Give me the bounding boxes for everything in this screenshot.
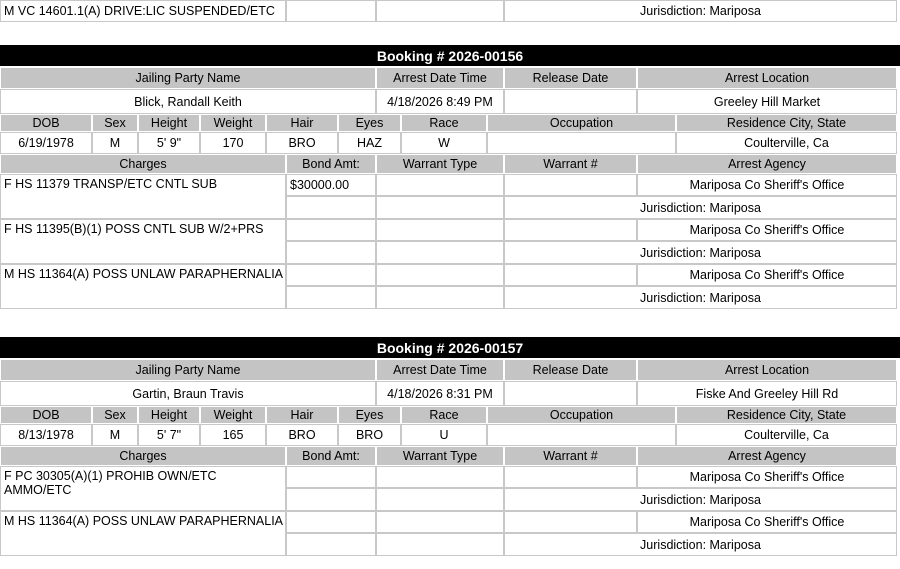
bond-blank [286,533,376,556]
warrant-type-value [376,174,504,196]
warrant-blank [376,488,504,511]
arrest-agency-value: Mariposa Co Sheriff's Office [637,466,897,488]
weight-value: 165 [200,424,266,446]
race-value: W [401,132,487,154]
arrest-agency-header: Arrest Agency [637,154,897,174]
warrant-blank [376,196,504,219]
sex-header: Sex [92,114,138,132]
occupation-header: Occupation [487,114,676,132]
warrant-number-value [504,174,637,196]
hair-value: BRO [266,424,338,446]
bond-amount [286,219,376,241]
arrest-agency-value: Mariposa Co Sheriff's Office [637,511,897,533]
jailing-party-header: Jailing Party Name [0,359,376,381]
warrant-blank [376,533,504,556]
jurisdiction-cell: Jurisdiction: Mariposa [504,0,897,22]
warrant-type-header: Warrant Type [376,154,504,174]
arrest-agency-header: Arrest Agency [637,446,897,466]
jailing-party-name: Blick, Randall Keith [0,89,376,114]
arrest-location-header: Arrest Location [637,359,897,381]
arrest-date-header: Arrest Date Time [376,359,504,381]
warrant-number-header: Warrant # [504,154,637,174]
height-header: Height [138,114,200,132]
charge-description: M HS 11364(A) POSS UNLAW PARAPHERNALIA [0,511,286,556]
weight-value: 170 [200,132,266,154]
occupation-value [487,132,676,154]
arrest-date-value: 4/18/2026 8:49 PM [376,89,504,114]
bond-amount [286,264,376,286]
arrest-location-header: Arrest Location [637,67,897,89]
charge-description: F HS 11395(B)(1) POSS CNTL SUB W/2+PRS [0,219,286,264]
height-header: Height [138,406,200,424]
bond-header: Bond Amt: [286,154,376,174]
release-date-header: Release Date [504,359,637,381]
charge-cell: M VC 14601.1(A) DRIVE:LIC SUSPENDED/ETC [0,0,286,22]
eyes-value: HAZ [338,132,401,154]
warrant-number-value [504,511,637,533]
jurisdiction-value: Jurisdiction: Mariposa [504,488,897,511]
charge-description: M HS 11364(A) POSS UNLAW PARAPHERNALIA [0,264,286,309]
jurisdiction-value: Jurisdiction: Mariposa [504,286,897,309]
arrest-date-value: 4/18/2026 8:31 PM [376,381,504,406]
charges-header: Charges [0,446,286,466]
height-value: 5' 9" [138,132,200,154]
booking-title: Booking # 2026-00157 [0,337,900,358]
arrest-agency-value: Mariposa Co Sheriff's Office [637,264,897,286]
bond-header: Bond Amt: [286,446,376,466]
jailing-party-header: Jailing Party Name [0,67,376,89]
bond-blank [286,286,376,309]
residence-header: Residence City, State [676,114,897,132]
booking-title: Booking # 2026-00156 [0,45,900,66]
arrest-date-header: Arrest Date Time [376,67,504,89]
eyes-header: Eyes [338,406,401,424]
weight-header: Weight [200,406,266,424]
charge-description: F PC 30305(A)(1) PROHIB OWN/ETC AMMO/ETC [0,466,286,511]
warrant-type-value [376,219,504,241]
warrant-type-header: Warrant Type [376,446,504,466]
jurisdiction-value: Jurisdiction: Mariposa [504,241,897,264]
bond-blank [286,241,376,264]
residence-value: Coulterville, Ca [676,424,897,446]
dob-header: DOB [0,406,92,424]
charge-description: F HS 11379 TRANSP/ETC CNTL SUB [0,174,286,219]
warrant-type-value [376,466,504,488]
warrant-blank [376,241,504,264]
arrest-location-value: Greeley Hill Market [637,89,897,114]
residence-header: Residence City, State [676,406,897,424]
jailing-party-name: Gartin, Braun Travis [0,381,376,406]
warrant-type-value [376,264,504,286]
warrant-number-header: Warrant # [504,446,637,466]
sex-value: M [92,424,138,446]
warrant-number-value [504,264,637,286]
release-date-value [504,381,637,406]
height-value: 5' 7" [138,424,200,446]
race-header: Race [401,406,487,424]
dob-value: 8/13/1978 [0,424,92,446]
hair-header: Hair [266,114,338,132]
sex-value: M [92,132,138,154]
release-date-value [504,89,637,114]
warrant-number-value [504,466,637,488]
occupation-value [487,424,676,446]
charges-header: Charges [0,154,286,174]
bond-amount [286,511,376,533]
release-date-header: Release Date [504,67,637,89]
race-header: Race [401,114,487,132]
dob-value: 6/19/1978 [0,132,92,154]
jurisdiction-value: Jurisdiction: Mariposa [504,196,897,219]
residence-value: Coulterville, Ca [676,132,897,154]
bond-cell [286,0,376,22]
hair-value: BRO [266,132,338,154]
sex-header: Sex [92,406,138,424]
bond-blank [286,488,376,511]
bond-amount [286,466,376,488]
hair-header: Hair [266,406,338,424]
warrant-type-value [376,511,504,533]
bond-amount: $30000.00 [286,174,376,196]
warrant-blank [376,286,504,309]
arrest-location-value: Fiske And Greeley Hill Rd [637,381,897,406]
arrest-agency-value: Mariposa Co Sheriff's Office [637,219,897,241]
arrest-agency-value: Mariposa Co Sheriff's Office [637,174,897,196]
bond-blank [286,196,376,219]
eyes-value: BRO [338,424,401,446]
race-value: U [401,424,487,446]
weight-header: Weight [200,114,266,132]
warrant-number-value [504,219,637,241]
eyes-header: Eyes [338,114,401,132]
dob-header: DOB [0,114,92,132]
occupation-header: Occupation [487,406,676,424]
warrant-type-cell [376,0,504,22]
jurisdiction-value: Jurisdiction: Mariposa [504,533,897,556]
